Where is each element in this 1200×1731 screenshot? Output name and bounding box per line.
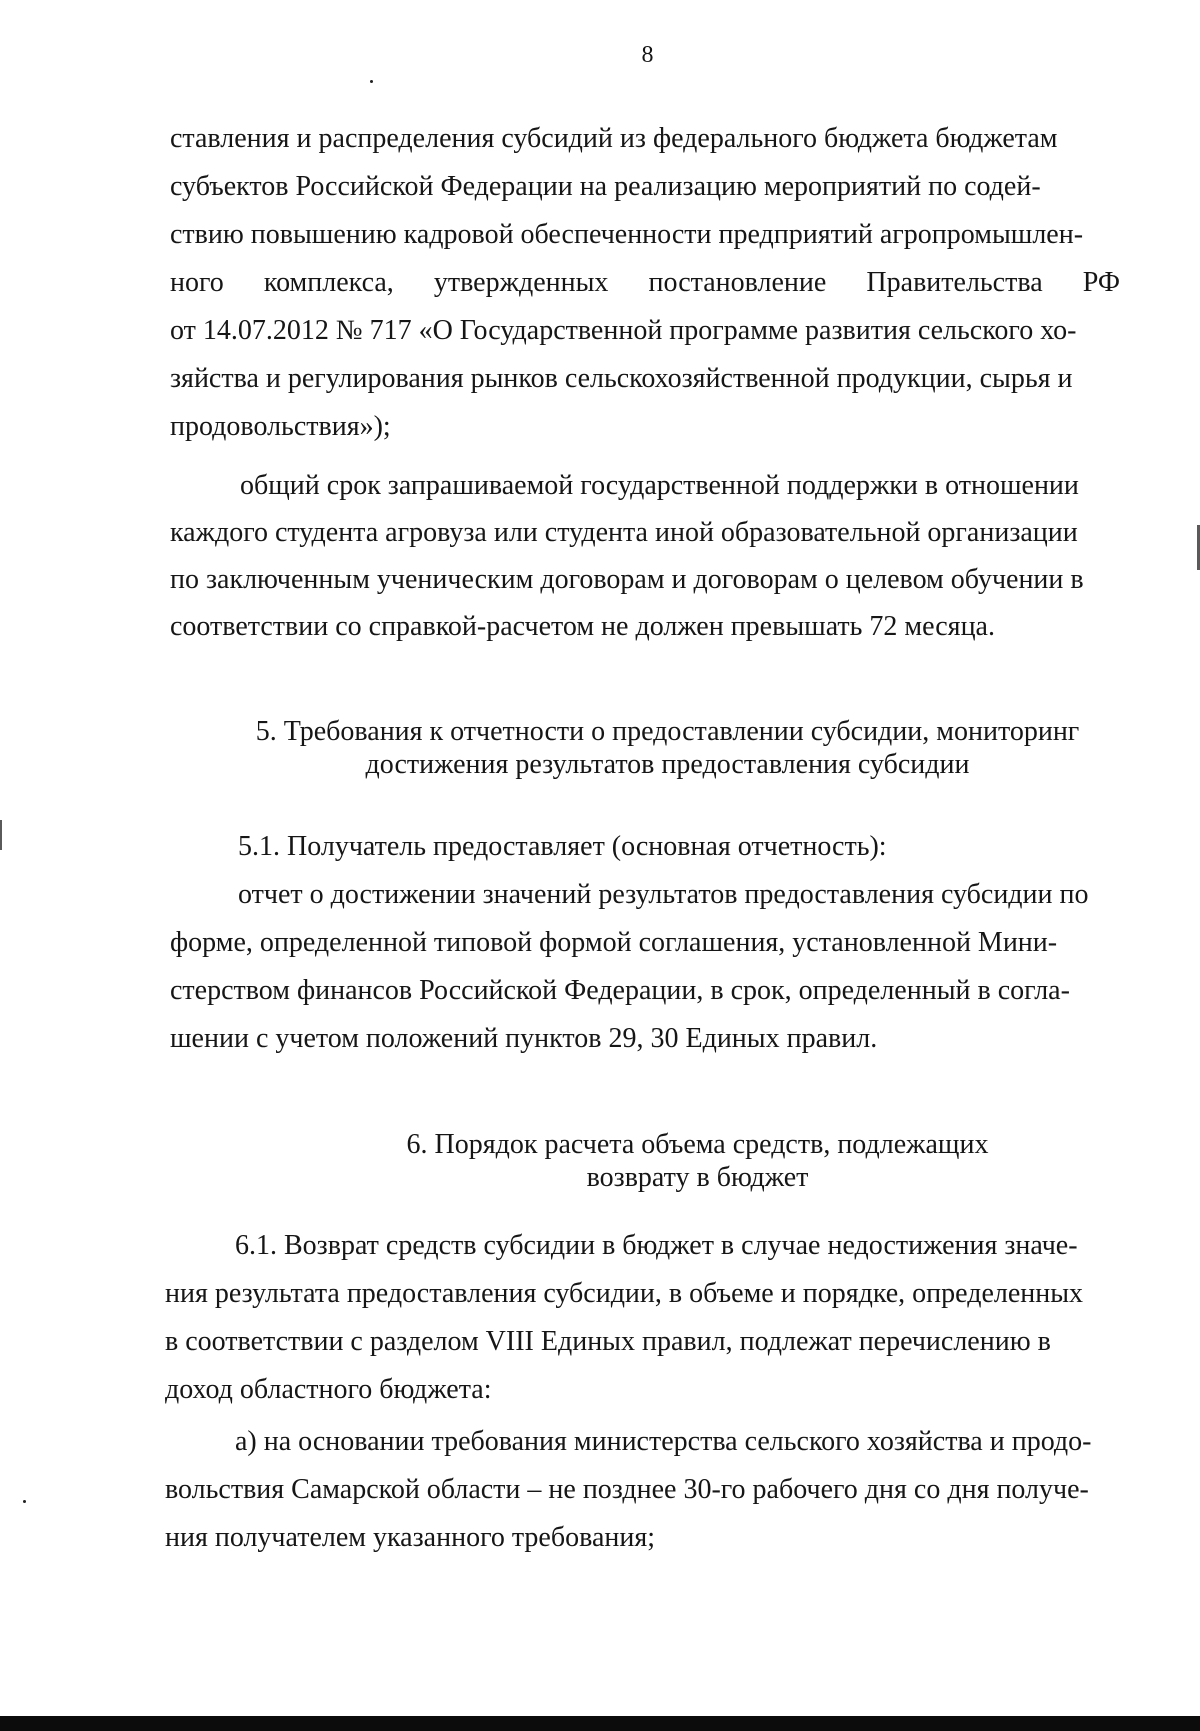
paragraph-support-term: [170, 462, 1120, 650]
paragraph-6-1: [165, 1222, 1120, 1414]
heading-line: достижения результатов предоставления субсидии: [365, 749, 970, 780]
text-line: продовольствия»);: [170, 411, 391, 442]
text-line: субъектов Российской Федерации на реализацию мероприятий по содей-: [170, 171, 1041, 202]
scan-edge-mark: [0, 820, 2, 850]
text-line: ствию повышению кадровой обеспеченности предприятий агропромышлен-: [170, 219, 1084, 250]
text-line: вольствия Самарской области – не позднее 30-го рабочего дня со дня получе-: [165, 1474, 1089, 1505]
text-line: в соответствии с разделом VIII Единых правил, подлежат перечислению в: [165, 1326, 1051, 1357]
text-line: шении с учетом положений пунктов 29, 30 Единых правил.: [170, 1023, 878, 1054]
heading-line: 5. Требования к отчетности о предоставлении субсидии, мониторинг: [255, 716, 1080, 747]
text-line-spread: ного комплекса, утвержденных постановление Правительства РФ: [170, 267, 1120, 298]
text-line: зяйства и регулирования рынков сельскохозяйственной продукции, сырья и: [170, 363, 1073, 394]
text-line: ставления и распределения субсидий из федерального бюджета бюджетам: [170, 123, 1058, 154]
text-line: соответствии со справкой-расчетом не должен превышать 72 месяца.: [170, 611, 995, 642]
text-line: доход областного бюджета:: [165, 1374, 492, 1405]
text-line: отчет о достижении значений результатов предоставления субсидии по: [238, 879, 1089, 910]
text-line: стерством финансов Российской Федерации, в срок, определенный в согла-: [170, 975, 1070, 1006]
paragraph-6-1-a: [165, 1418, 1120, 1562]
text-line: а) на основании требования министерства сельского хозяйства и продо-: [235, 1426, 1092, 1457]
scan-speck: [23, 1500, 26, 1503]
scan-speck: [370, 80, 373, 83]
text-line: от 14.07.2012 № 717 «О Государственной программе развития сельского хо-: [170, 315, 1077, 346]
text-line: 5.1. Получатель предоставляет (основная отчетность):: [238, 831, 887, 862]
section-5-heading: [170, 715, 1115, 781]
scan-bottom-border: [0, 1716, 1200, 1731]
text-line: 6.1. Возврат средств субсидии в бюджет в случае недостижения значе-: [235, 1230, 1078, 1261]
text-line: общий срок запрашиваемой государственной поддержки в отношении: [240, 470, 1079, 501]
text-line: каждого студента агровуза или студента иной образовательной организации: [170, 517, 1078, 548]
section-6-heading: [170, 1128, 1115, 1194]
heading-line: 6. Порядок расчета объема средств, подлежащих: [406, 1129, 989, 1160]
paragraph-5-1: [170, 823, 1120, 1063]
text-line: ния результата предоставления субсидии, в объеме и порядке, определенных: [165, 1278, 1084, 1309]
paragraph-continuation: [170, 115, 1120, 451]
heading-line: возврату в бюджет: [586, 1162, 809, 1193]
text-line: форме, определенной типовой формой соглашения, установленной Мини-: [170, 927, 1058, 958]
text-line: по заключенным ученическим договорам и договорам о целевом обучении в: [170, 564, 1084, 595]
text-line: ния получателем указанного требования;: [165, 1522, 656, 1553]
page-number: 8: [641, 42, 654, 68]
